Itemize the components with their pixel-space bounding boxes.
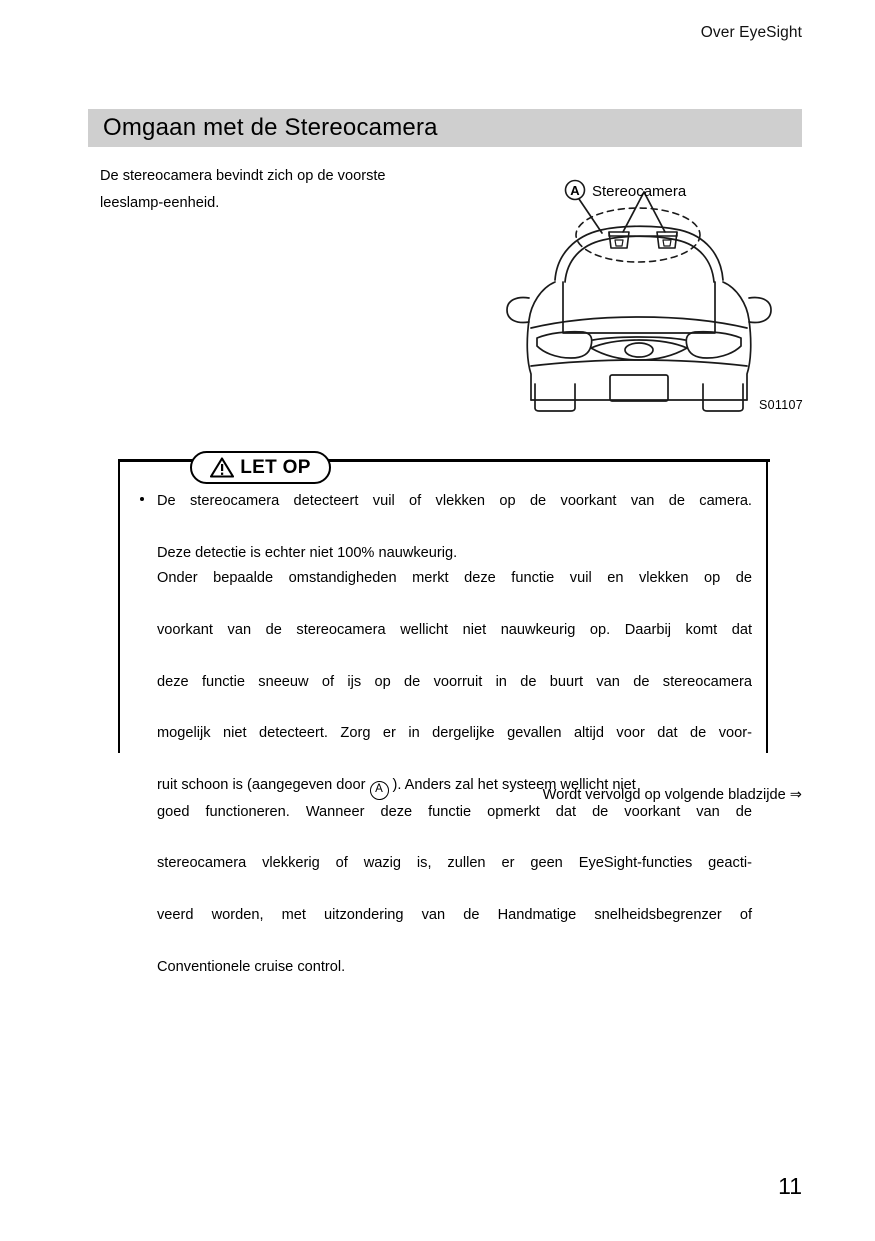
figure-callout-label: Stereocamera xyxy=(592,183,687,200)
bullet-marker xyxy=(140,497,144,501)
car-front-view-illustration xyxy=(505,170,805,415)
caution-line-10: veerd worden, met uitzondering van de Handmatige snelheidsbegrenzer of xyxy=(157,906,752,923)
caution-line-8: goed functioneren. Wanneer deze functie opmerkt dat de voorkant van de xyxy=(157,803,752,820)
figure-caption: S01107 xyxy=(759,398,803,412)
caution-line-1: De stereocamera detecteert vuil of vlekken op de voorkant van de camera. xyxy=(157,493,752,509)
running-header-text: Over EyeSight xyxy=(700,24,802,41)
caution-line-2: Deze detectie is echter niet 100% nauwkeurig. xyxy=(157,544,458,561)
caution-paragraph xyxy=(140,489,752,980)
inline-callout-a-icon: A xyxy=(370,781,389,800)
caution-line-5: deze functie sneeuw of ijs op de voorruit in de buurt van de stereocamera xyxy=(157,673,752,690)
warning-triangle-icon xyxy=(210,457,234,478)
caution-line-7-tail: ). Anders zal het systeem wellicht niet xyxy=(392,776,636,793)
caution-line-7-text: ruit schoon is (aangegeven door xyxy=(157,776,366,793)
intro-paragraph xyxy=(100,163,458,217)
caution-line-4: voorkant van de stereocamera wellicht niet nauwkeurig op. Daarbij komt dat xyxy=(157,621,752,638)
caution-body xyxy=(140,489,752,980)
caution-badge-label: LET OP xyxy=(240,456,311,478)
intro-line-1: De stereocamera bevindt zich op de voorste xyxy=(100,168,386,184)
running-header xyxy=(701,24,802,42)
caution-badge xyxy=(190,451,331,484)
figure-callout-letter: A xyxy=(570,183,580,198)
caution-line-9: stereocamera vlekkerig of wazig is, zullen er geen EyeSight-functies geacti- xyxy=(157,855,752,872)
page-title: Omgaan met de Stereocamera xyxy=(103,114,438,141)
section-title-bar xyxy=(88,109,802,147)
intro-line-2: leeslamp-eenheid. xyxy=(100,195,220,211)
page-number: 11 xyxy=(778,1173,802,1199)
stereocamera-figure xyxy=(505,170,805,415)
caution-line-11: Conventionele cruise control. xyxy=(157,958,346,975)
continued-note: Wordt vervolgd op volgende bladzijde ⇒ xyxy=(542,787,802,803)
caution-line-6: mogelijk niet detecteert. Zorg er in dergelijke gevallen altijd voor dat de voor- xyxy=(157,725,752,742)
caution-line-3: Onder bepaalde omstandigheden merkt deze functie vuil en vlekken op de xyxy=(157,570,752,587)
